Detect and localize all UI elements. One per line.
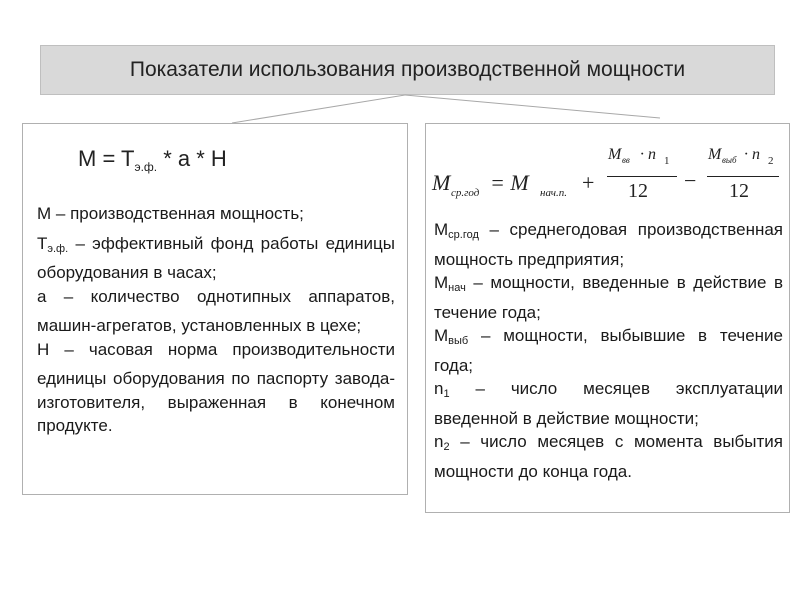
title-text: Показатели использования производственной мощности xyxy=(129,58,686,81)
left-panel xyxy=(22,123,408,495)
fraction-bar xyxy=(607,176,677,177)
definition-item: $М_{выб}$ – мощности, выбывшие в течение года; xyxy=(434,326,783,375)
definition-item: $Т_{э.ф.}$ – эффективный фонд работы единицы оборудования в часах; xyxy=(37,233,395,282)
capacity-formula: $M = T_{э.ф.} * a * H$ xyxy=(78,146,227,174)
left-definitions xyxy=(37,202,395,438)
definition-item: а – количество однотипных аппаратов, машин-агрегатов, установленных в цехе; xyxy=(37,286,395,335)
right-panel xyxy=(425,123,790,513)
definition-item: $n_1$ – число месяцев эксплуатации введенной в действие мощности; xyxy=(434,379,783,428)
fraction-bar xyxy=(707,176,779,177)
definition-item: $М_{ср.год}$ – среднегодовая производственная мощность предприятия; xyxy=(434,220,783,269)
definition-item: $М_{нач}$ – мощности, введенные в действие в течение года; xyxy=(434,273,783,322)
page-title xyxy=(40,45,775,95)
average-capacity-formula: M ср.год = M нач.п. + M вв · n 1 12 − M выб · n 2 12 xyxy=(432,142,784,212)
definition-item: Н – часовая норма производительности единицы оборудования по паспорту завода-изготовителя, выраженная в конечном продукте. xyxy=(37,339,395,435)
definition-item: $n_2$ – число месяцев с момента выбытия мощности до конца года. xyxy=(434,432,783,481)
definition-item: М – производственная мощность; xyxy=(37,204,304,223)
right-definitions xyxy=(434,218,783,483)
